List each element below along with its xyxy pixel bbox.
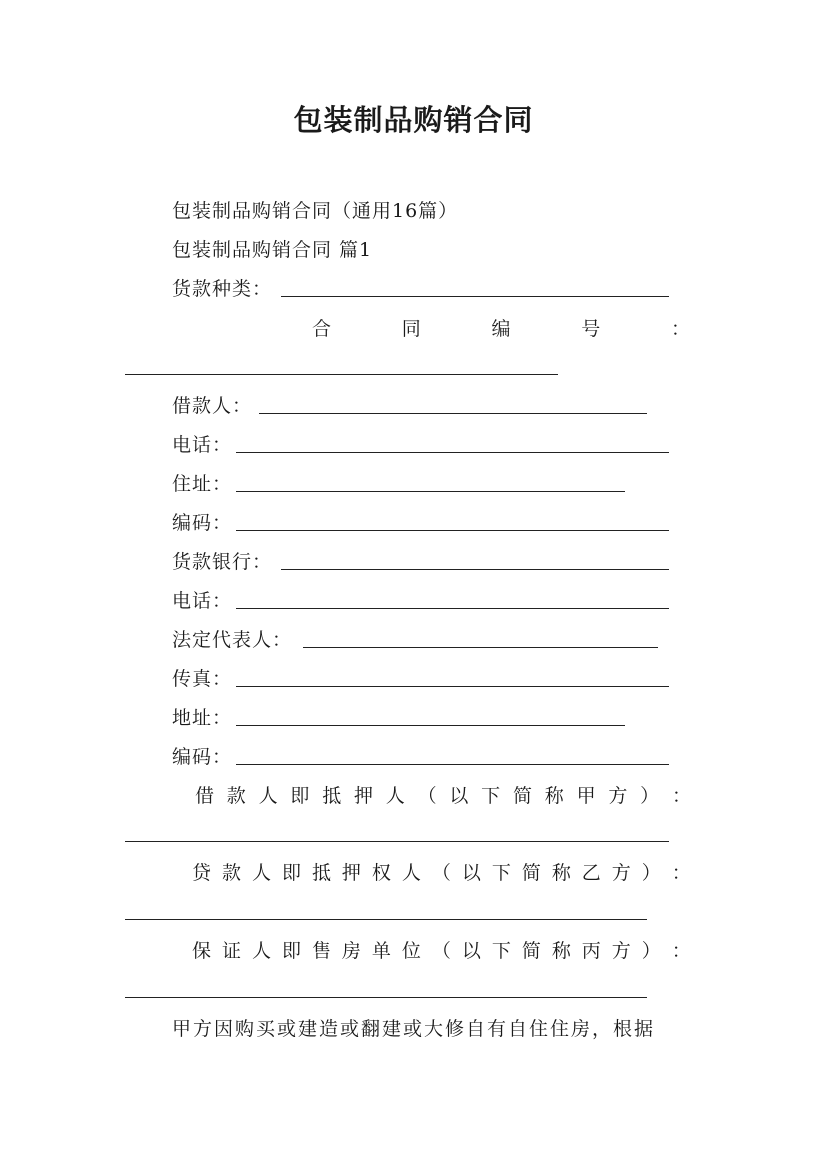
spread-char: ：: [671, 940, 691, 962]
spread-char: 合: [312, 318, 332, 340]
spread-char: 下: [491, 862, 511, 884]
phone-label-1: 电话：: [172, 434, 233, 456]
contract-number-blank: [125, 374, 558, 375]
spread-char: 人: [251, 940, 271, 962]
postcode-blank-2: [236, 764, 669, 765]
spread-char: 同: [401, 318, 421, 340]
spread-char: 下: [491, 940, 511, 962]
spread-char: 人: [385, 785, 405, 807]
spread-char: （: [431, 862, 451, 884]
borrower-blank: [259, 413, 647, 414]
spread-char: 下: [481, 785, 501, 807]
spread-char: 以: [449, 785, 469, 807]
postcode-blank-1: [236, 530, 669, 531]
document-title: 包装制品购销合同: [293, 103, 534, 137]
spread-char: 简: [521, 862, 541, 884]
address-blank-1: [236, 491, 625, 492]
legal-rep-blank: [303, 647, 658, 648]
spread-char: 简: [512, 785, 532, 807]
spread-char: 简: [521, 940, 541, 962]
subtitle-line: 包装制品购销合同（通用16篇）: [172, 200, 459, 222]
spread-char: 人: [251, 862, 271, 884]
spread-char: 保: [192, 940, 212, 962]
spread-char: 人: [401, 862, 421, 884]
spread-char: 方: [611, 940, 631, 962]
spread-char: 抵: [311, 862, 331, 884]
lender-bank-label: 货款银行：: [172, 551, 273, 573]
party-a-label: [195, 783, 691, 809]
contract-number-label: [312, 316, 690, 342]
spread-char: 抵: [322, 785, 342, 807]
postcode-label-2: 编码：: [172, 746, 233, 768]
address-blank-2: [236, 725, 625, 726]
spread-char: 押: [341, 862, 361, 884]
spread-char: 以: [461, 862, 481, 884]
spread-char: 号: [581, 318, 601, 340]
party-c-label: [192, 938, 691, 964]
spread-char: 贷: [192, 862, 212, 884]
fax-blank: [236, 686, 669, 687]
spread-char: 款: [221, 862, 241, 884]
party-b-blank: [125, 919, 647, 920]
spread-char: 称: [544, 785, 564, 807]
spread-char: （: [431, 940, 451, 962]
body-paragraph-start: 甲方因购买或建造或翻建或大修自有自住住房，根据: [172, 1018, 656, 1040]
spread-char: 丙: [581, 940, 601, 962]
spread-char: 称: [551, 862, 571, 884]
spread-char: 编: [491, 318, 511, 340]
spread-char: 借: [195, 785, 215, 807]
spread-char: （: [417, 785, 437, 807]
spread-char: 房: [341, 940, 361, 962]
party-a-blank: [125, 841, 669, 842]
spread-char: ）: [640, 785, 660, 807]
party-c-blank: [125, 997, 647, 998]
spread-char: 售: [311, 940, 331, 962]
loan-type-blank: [281, 296, 669, 297]
spread-char: ：: [671, 785, 691, 807]
spread-char: ）: [641, 940, 661, 962]
spread-char: ：: [671, 862, 691, 884]
spread-char: 款: [226, 785, 246, 807]
loan-type-label: 货款种类：: [172, 278, 273, 300]
spread-char: 方: [611, 862, 631, 884]
spread-char: 即: [281, 862, 301, 884]
address-label-1: 住址：: [172, 473, 233, 495]
spread-char: 押: [353, 785, 373, 807]
spread-char: 即: [281, 940, 301, 962]
lender-bank-blank: [281, 569, 669, 570]
spread-char: ）: [641, 862, 661, 884]
spread-char: 乙: [581, 862, 601, 884]
legal-rep-label: 法定代表人：: [172, 629, 293, 651]
spread-char: 甲: [576, 785, 596, 807]
phone-blank-2: [236, 608, 669, 609]
address-label-2: 地址：: [172, 707, 233, 729]
spread-char: 证: [221, 940, 241, 962]
spread-char: 权: [371, 862, 391, 884]
spread-char: 人: [258, 785, 278, 807]
spread-char: 位: [401, 940, 421, 962]
spread-char: ：: [670, 318, 690, 340]
spread-char: 方: [608, 785, 628, 807]
party-b-label: [192, 860, 691, 886]
fax-label: 传真：: [172, 668, 233, 690]
spread-char: 称: [551, 940, 571, 962]
borrower-label: 借款人：: [172, 395, 253, 417]
spread-char: 即: [290, 785, 310, 807]
spread-char: 以: [461, 940, 481, 962]
postcode-label-1: 编码：: [172, 512, 233, 534]
phone-blank-1: [236, 452, 669, 453]
chapter-line: 包装制品购销合同 篇1: [172, 239, 373, 261]
phone-label-2: 电话：: [172, 590, 233, 612]
spread-char: 单: [371, 940, 391, 962]
